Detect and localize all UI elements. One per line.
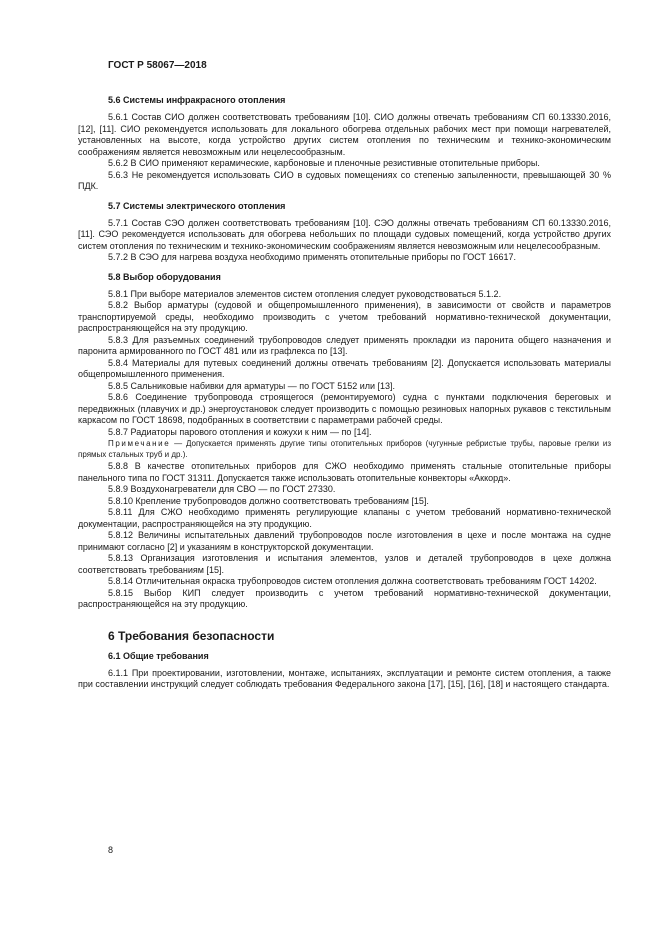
paragraph: 5.8.7 Радиаторы парового отопления и кожухи к ним — по [14]. <box>108 426 372 437</box>
paragraph: 5.8.5 Сальниковые набивки для арматуры — по ГОСТ 5152 или [13]. <box>108 380 396 391</box>
paragraph: 5.8.1 При выборе материалов элементов систем отопления следует руководствоваться 5.1.2. <box>108 288 502 299</box>
document-body <box>78 94 611 691</box>
paragraph: 5.8.13 Организация изготовления и испытания элементов, узлов и деталей трубопроводов в цехе должна соответствовать требованиям [15]. <box>78 553 611 575</box>
paragraph: 5.6.2 В СИО применяют керамические, карбоновые и пленочные резистивные отопительные приборы. <box>108 158 540 168</box>
paragraph: 5.8.14 Отличительная окраска трубопроводов систем отопления должна соответствовать требованиям ГОСТ 14202. <box>108 576 597 586</box>
document-code-header: ГОСТ Р 58067—2018 <box>108 60 207 71</box>
paragraph: 5.7.1 Состав СЭО должен соответствовать требованиям [10]. СЭО должны отвечать требованиям СП 60.13330.2016, [11]. СЭО рекомендуется использовать для обогрева небольших по площади судовых помещений, когда устройство других систем отопления по техническим и технико-экономическим соображениям является невозможным или нецелесообразным. <box>78 217 611 251</box>
paragraph: 5.8.11 Для СЖО необходимо применять регулирующие клапаны с учетом требований нормативно-технической документации, распространяющейся на эту продукцию. <box>78 507 611 529</box>
paragraph: 5.7.2 В СЭО для нагрева воздуха необходимо применять отопительные приборы по ГОСТ 16617. <box>108 252 517 262</box>
paragraph: 5.8.15 Выбор КИП следует производить с учетом требований нормативно-технической документации, распространяющейся на эту продукцию. <box>78 587 611 609</box>
paragraph: 5.6.3 Не рекомендуется использовать СИО в судовых помещениях со степенью запыленности, превышающей 30 % ПДК. <box>78 169 611 191</box>
paragraph: 5.8.4 Материалы для путевых соединений должны отвечать требованиям [2]. Допускается использовать материалы общепромышленного применения. <box>78 357 611 379</box>
paragraph: 5.8.6 Соединение трубопровода строящегося (ремонтируемого) судна с пунктами подключения береговых и передвижных (плавучих и др.) энергоустановок следует производить с помощью резиновых напорных рукавов с текстильным каркасом по ГОСТ 18698, подобранных в соответствии с параметрами рабочей среды. <box>78 392 611 425</box>
section-5-8-heading: 5.8 Выбор оборудования <box>108 271 221 282</box>
paragraph: 5.8.10 Крепление трубопроводов должно соответствовать требованиям [15]. <box>108 495 429 506</box>
section-6-1-heading: 6.1 Общие требования <box>108 650 209 661</box>
paragraph: 5.6.1 Состав СИО должен соответствовать требованиям [10]. СИО должны отвечать требованиям СП 60.13330.2016, [12], [11]. СИО рекомендуется использовать для локального обогрева отдельных рабочих мест при помощи нагревателей, установленных на высоте, когда устройство других систем отопления по техническим и технико-экономическим соображениям является невозможным или нецелесообразным. <box>78 112 611 157</box>
note <box>78 439 611 460</box>
paragraph: 5.8.8 В качестве отопительных приборов для СЖО необходимо применять стальные отопительные приборы панельного типа по ГОСТ 31311. Допускается также использовать отопительные конвекторы «Аккорд». <box>78 461 611 483</box>
paragraph: 6.1.1 При проектировании, изготовлении, монтаже, испытаниях, эксплуатации и ремонте систем отопления, а также при составлении инструкций следует соблюдать требования Федерального закона [17], [15], [16], [18] и настоящего стандарта. <box>78 667 611 689</box>
section-5-7-heading: 5.7 Системы электрического отопления <box>108 200 286 211</box>
paragraph: 5.8.3 Для разъемных соединений трубопроводов следует применять прокладки из паронита общего назначения и паронита армированного по ГОСТ 481 или из графлекса по [13]. <box>78 334 611 356</box>
section-5-6-heading: 5.6 Системы инфракрасного отопления <box>108 95 286 105</box>
page-number: 8 <box>108 845 114 855</box>
paragraph: 5.8.2 Выбор арматуры (судовой и общепромышленного применения), в зависимости от свойств и параметров транспортируемой среды, необходимо производить с учетом требований нормативно-технической документации, распространяющейся на эту продукцию. <box>78 300 611 333</box>
section-6-heading: 6 Требования безопасности <box>108 628 275 643</box>
note-label: Примечание <box>108 439 171 448</box>
paragraph: 5.8.12 Величины испытательных давлений трубопроводов после изготовления в цехе и после монтажа на судне принимают согласно [2] и указаниям в конструкторской документации. <box>78 530 611 552</box>
paragraph: 5.8.9 Воздухонагреватели для СВО — по ГОСТ 27330. <box>108 484 336 494</box>
note-text: — Допускается применять другие типы отопительных приборов (чугунные ребристые трубы, паровые грелки из прямых стальных труб и др.). <box>78 439 611 459</box>
